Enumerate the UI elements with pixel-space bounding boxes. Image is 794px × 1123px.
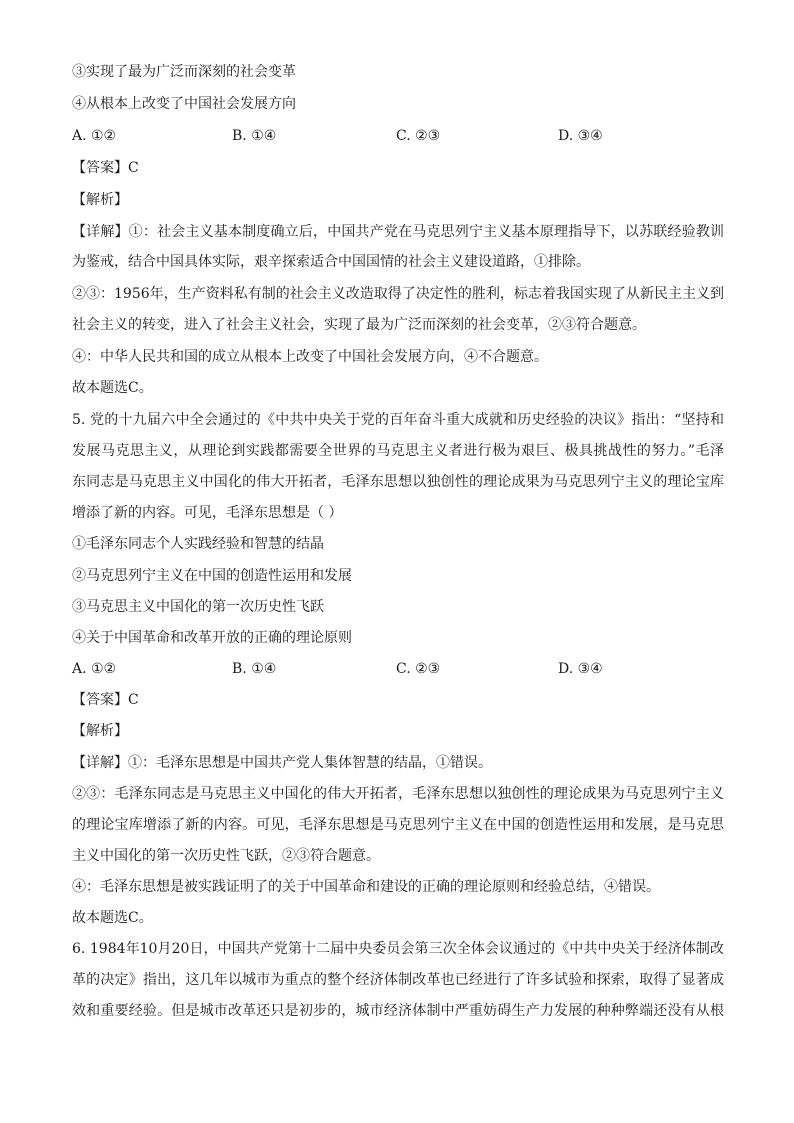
q4-explanation-line: ②③：1956年，生产资料私有制的社会主义改造取得了决定性的胜利，标志着我国实现了从新民主主义到 — [72, 286, 724, 302]
q5-explanation-line: ②③：毛泽东同志是马克思主义中国化的伟大开拓者，毛泽东思想以独创性的理论成果为马克思列宁主义 — [72, 786, 724, 802]
q4-option-c: C. ②③ — [396, 128, 441, 144]
q5-options — [72, 659, 724, 679]
q5-stem-line: 增添了新的内容。可见，毛泽东思想是（ ） — [72, 505, 343, 521]
q5-option-b: B. ①④ — [232, 661, 277, 677]
q5-choice-4: ④关于中国革命和改革开放的正确的理论原则 — [72, 630, 352, 646]
q5-stem-line: 5. 党的十九届六中全会通过的《中共中央关于党的百年奋斗重大成就和历史经验的决议》指出：“坚持和 — [72, 412, 724, 428]
q4-analysis-label: 【解析】 — [72, 192, 128, 208]
q5-choice-1: ①毛泽东同志个人实践经验和智慧的结晶 — [72, 536, 324, 552]
q4-explanation-line: 为鉴戒，结合中国具体实际，艰辛探索适合中国国情的社会主义建设道路，①排除。 — [72, 254, 590, 270]
q6-stem-line: 革的决定》指出，这几年以城市为重点的整个经济体制改革也已经进行了许多试验和探索，取得了显著成 — [72, 972, 724, 988]
q5-explanation-line: 的理论宝库增添了新的内容。可见，毛泽东思想是马克思列宁主义在中国的创造性运用和发展，是马克思 — [72, 817, 724, 833]
q6-stem-line: 6. 1984年10月20日，中国共产党第十二届中央委员会第三次全体会议通过的《中共中央关于经济体制改 — [72, 941, 724, 957]
q4-choice-3: ③实现了最为广泛而深刻的社会变革 — [72, 64, 296, 80]
q4-option-b: B. ①④ — [232, 128, 277, 144]
q4-option-a: A. ①② — [72, 128, 117, 144]
q5-conclusion: 故本题选C。 — [72, 910, 153, 926]
q5-answer: 【答案】C — [72, 692, 139, 708]
q4-options — [72, 126, 724, 146]
q5-option-a: A. ①② — [72, 661, 117, 677]
q5-option-c: C. ②③ — [396, 661, 441, 677]
q5-stem-line: 东同志是马克思主义中国化的伟大开拓者，毛泽东思想以独创性的理论成果为马克思列宁主义的理论宝库 — [72, 474, 724, 490]
q4-explanation-line: ④：中华人民共和国的成立从根本上改变了中国社会发展方向，④不合题意。 — [72, 349, 548, 365]
q5-analysis-label: 【解析】 — [72, 723, 128, 739]
q4-explanation-line: 社会主义的转变，进入了社会主义社会，实现了最为广泛而深刻的社会变革，②③符合题意。 — [72, 317, 646, 333]
q4-option-d: D. ③④ — [558, 128, 603, 144]
q5-explanation-line: ④：毛泽东思想是被实践证明了的关于中国革命和建设的正确的理论原则和经验总结，④错误。 — [72, 879, 660, 895]
q5-stem-line: 发展马克思主义，从理论到实践都需要全世界的马克思主义者进行极为艰巨、极具挑战性的努力。”毛泽 — [72, 443, 724, 459]
q4-conclusion: 故本题选C。 — [72, 380, 153, 396]
q4-explanation-line: 【详解】①：社会主义基本制度确立后，中国共产党在马克思列宁主义基本原理指导下，以苏联经验教训 — [72, 224, 724, 240]
q6-stem-line: 效和重要经验。但是城市改革还只是初步的，城市经济体制中严重妨碍生产力发展的种种弊端还没有从根 — [72, 1003, 724, 1019]
q5-choice-2: ②马克思列宁主义在中国的创造性运用和发展 — [72, 568, 352, 584]
q5-choice-3: ③马克思主义中国化的第一次历史性飞跃 — [72, 599, 324, 615]
q5-option-d: D. ③④ — [558, 661, 603, 677]
q5-explanation-line: 【详解】①：毛泽东思想是中国共产党人集体智慧的结晶，①错误。 — [72, 755, 492, 771]
q5-explanation-line: 主义中国化的第一次历史性飞跃，②③符合题意。 — [72, 848, 380, 864]
q4-choice-4: ④从根本上改变了中国社会发展方向 — [72, 96, 296, 112]
q4-answer: 【答案】C — [72, 160, 139, 176]
